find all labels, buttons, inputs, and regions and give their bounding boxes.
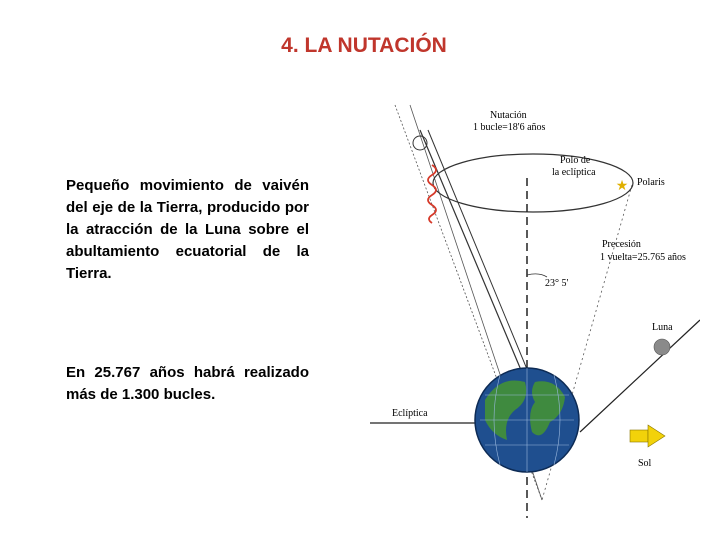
label-sol: Sol xyxy=(638,458,652,469)
label-precesion-period: 1 vuelta=25.765 años xyxy=(600,252,686,263)
sun-arrow-icon xyxy=(630,425,665,447)
moon-line xyxy=(580,320,700,432)
label-polo: Polo de xyxy=(560,155,591,166)
precession-ellipse xyxy=(433,154,633,212)
angle-arc xyxy=(527,274,547,277)
label-luna: Luna xyxy=(652,322,673,333)
moon-icon xyxy=(654,339,670,355)
loops-fact: En 25.767 años habrá realizado más de 1.300 bucles. xyxy=(66,364,309,403)
nutation-diagram xyxy=(370,100,700,518)
label-angle: 23° 5' xyxy=(545,278,569,289)
label-polaris: Polaris xyxy=(637,177,665,188)
label-nutacion-period: 1 bucle=18'6 años xyxy=(473,122,546,133)
label-nutacion: Nutación xyxy=(490,110,527,121)
label-ecliptica: Eclíptica xyxy=(392,408,428,419)
nutation-description: Pequeño movimiento de vaivén del eje de la Tierra, producido por la atracción de la Luna sobre el abultamiento ecuatorial de la Tierra. xyxy=(66,177,309,282)
label-precesion: Precesión xyxy=(602,239,641,250)
polaris-star-icon: ★ xyxy=(615,177,629,193)
earth-globe xyxy=(475,368,579,472)
nutation-loops xyxy=(428,165,436,223)
label-ecliptica-pole: la eclíptica xyxy=(552,167,596,178)
slide-title: 4. LA NUTACIÓN xyxy=(281,34,447,57)
